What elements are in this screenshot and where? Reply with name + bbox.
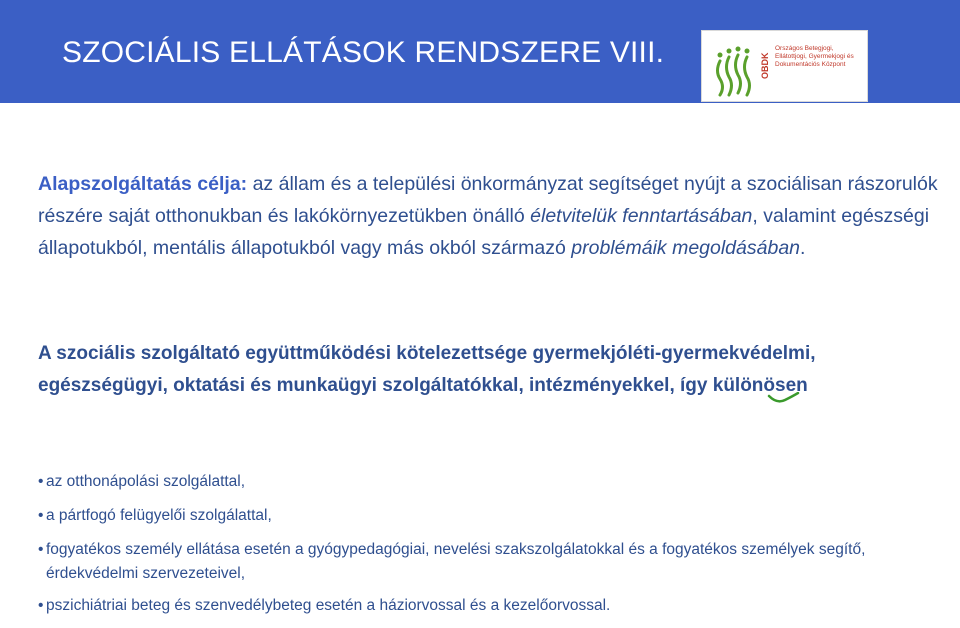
- purpose-text: az állam és a települési önkormányzat segítséget nyújt a szociálisan rászorulók részére saját otthonukban és lakókörnyezetükben önálló: [38, 173, 938, 227]
- purpose-italic-1: életvitelük fenntartásában: [530, 205, 753, 227]
- logo-text: [775, 45, 867, 69]
- list-item-text: fogyatékos személy ellátása esetén a gyógypedagógiai, nevelési szakszolgálatokkal és a fogyatékos személyek segítő, érdekvédelmi szervezeteivel,: [46, 541, 866, 582]
- bullet-list: [38, 470, 938, 628]
- bullet-dot-icon: •: [38, 473, 44, 490]
- obdk-logo: [701, 30, 868, 102]
- list-item: [38, 594, 938, 618]
- slide-title: SZOCIÁLIS ELLÁTÁSOK RENDSZERE VIII.: [62, 36, 665, 69]
- purpose-paragraph: [38, 168, 938, 264]
- cooperation-paragraph: A szociális szolgáltató együttműködési kötelezettsége gyermekjóléti-gyermekvédelmi, egészségügyi, oktatási és munkaügyi szolgáltatókkal, intézményekkel, így különösen: [38, 343, 816, 396]
- purpose-end: .: [800, 237, 806, 259]
- bullet-dot-icon: •: [38, 541, 44, 558]
- list-item: [38, 504, 938, 528]
- list-item: [38, 538, 938, 586]
- logo-line: Dokumentációs Központ: [775, 61, 846, 68]
- logo-line: Ellátottjogi, Gyermekjogi és: [775, 53, 854, 60]
- list-item-text: pszichiátriai beteg és szenvedélybeteg esetén a háziorvossal és a kezelőorvossal.: [46, 597, 611, 614]
- logo-line: Országos Betegjogi,: [775, 45, 834, 52]
- list-item-text: a pártfogó felügyelői szolgálattal,: [46, 507, 272, 524]
- bullet-dot-icon: •: [38, 597, 44, 614]
- list-item: [38, 470, 938, 494]
- purpose-lead: Alapszolgáltatás célja:: [38, 173, 248, 195]
- purpose-italic-2: problémáik megoldásában: [571, 237, 801, 259]
- bullet-dot-icon: •: [38, 507, 44, 524]
- list-item-text: az otthonápolási szolgálattal,: [46, 473, 246, 490]
- green-squiggle-mark-icon: [767, 392, 801, 406]
- logo-side-text: OBDK: [760, 52, 770, 79]
- purpose-text-2: , valamint egészségi állapotukból, mentális állapotukból vagy más okból származó: [38, 205, 930, 259]
